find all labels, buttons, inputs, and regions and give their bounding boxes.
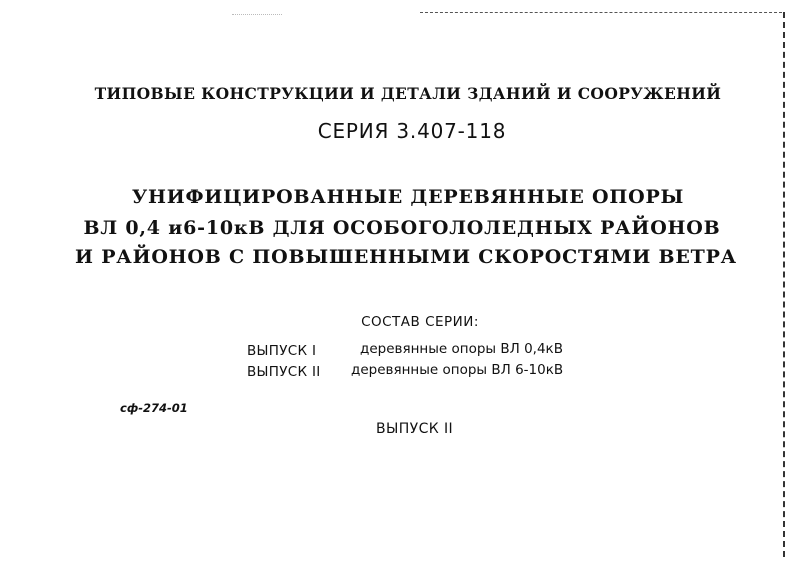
contents-heading: СОСТАВ СЕРИИ:: [361, 314, 479, 330]
title-line-3: И РАЙОНОВ С ПОВЫШЕННЫМИ СКОРОСТЯМИ ВЕТРА: [75, 246, 737, 268]
document-header: ТИПОВЫЕ КОНСТРУКЦИИ И ДЕТАЛИ ЗДАНИЙ И СООРУЖЕНИЙ: [94, 84, 722, 103]
scan-artifact: [232, 14, 282, 15]
issue-2-number: ВЫПУСК II: [247, 364, 321, 380]
current-issue: ВЫПУСК II: [376, 421, 454, 437]
issue-2-description: деревянные опоры ВЛ 6-10кВ: [351, 362, 564, 378]
series-number: СЕРИЯ 3.407-118: [317, 119, 507, 143]
issue-1-number: ВЫПУСК I: [247, 343, 317, 359]
issue-1-description: деревянные опоры ВЛ 0,4кВ: [360, 341, 563, 357]
title-line-2: ВЛ 0,4 и6-10кВ ДЛЯ ОСОБОГОЛОЛЕДНЫХ РАЙОНОВ: [83, 217, 721, 239]
document-code: сф-274-01: [120, 401, 188, 415]
scan-border-top: [420, 12, 782, 13]
title-line-1: УНИФИЦИРОВАННЫЕ ДЕРЕВЯННЫЕ ОПОРЫ: [131, 186, 685, 208]
